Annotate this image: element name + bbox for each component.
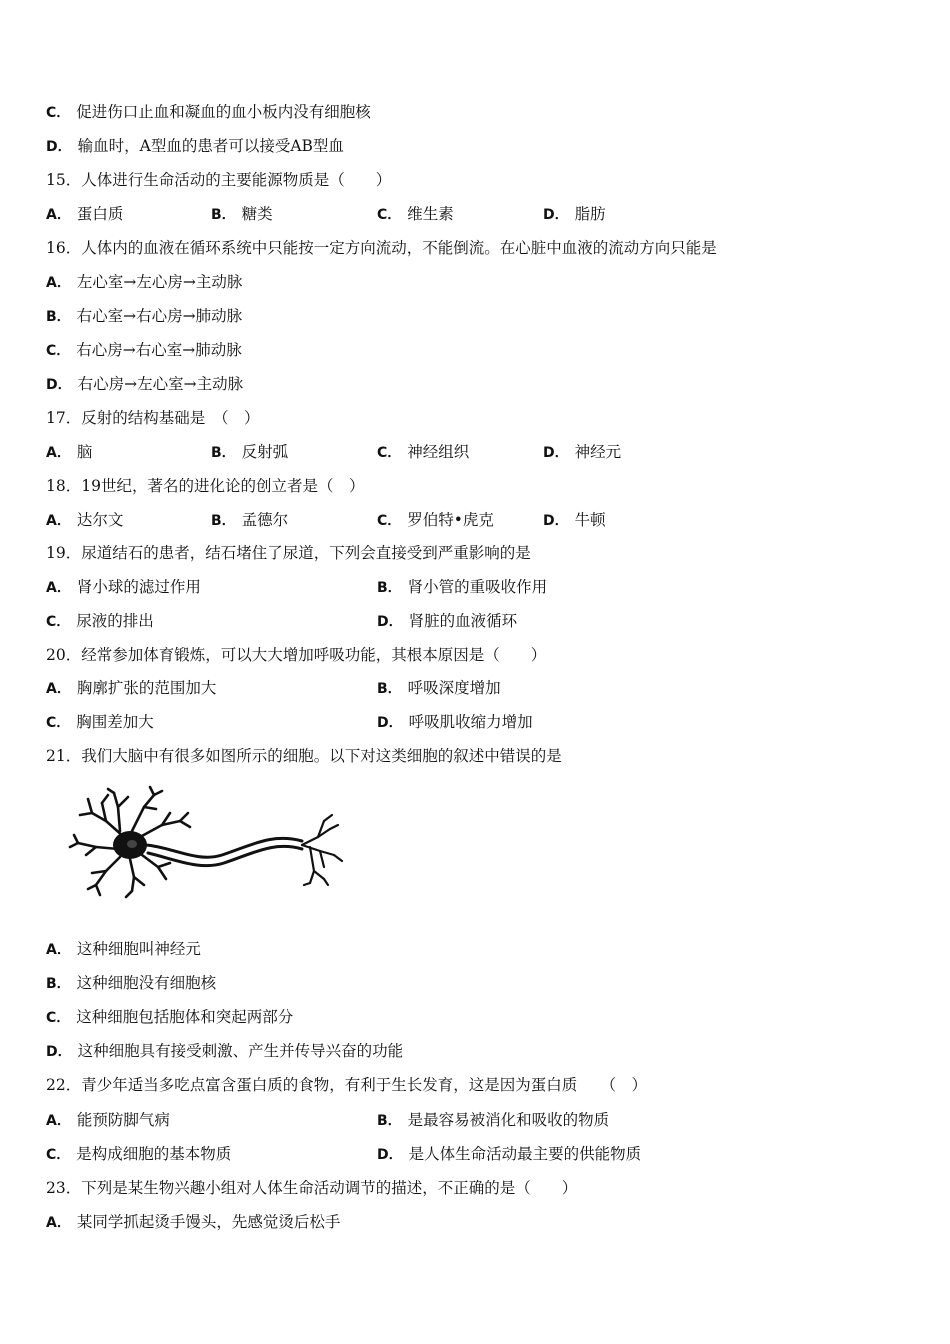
q21-option-a: A． 这种细胞叫神经元 <box>46 940 201 958</box>
q22-option-a: A． 能预防脚气病 <box>46 1111 170 1129</box>
q21-stem: 21．我们大脑中有很多如图所示的细胞。以下对这类细胞的叙述中错误的是 <box>46 747 562 765</box>
q20-option-a: A． 胸廓扩张的范围加大 <box>46 679 217 697</box>
q20-option-d: D． 呼吸肌收缩力增加 <box>377 713 533 731</box>
q19-option-b: B． 肾小管的重吸收作用 <box>377 578 548 596</box>
q18-option-b: B． 孟德尔 <box>211 511 289 529</box>
neuron-diagram-icon <box>62 785 347 900</box>
q16-option-d: D． 右心房→左心室→主动脉 <box>46 375 244 393</box>
q21-option-d: D． 这种细胞具有接受刺激、产生并传导兴奋的功能 <box>46 1042 404 1060</box>
q15-option-a: A． 蛋白质 <box>46 205 124 223</box>
q17-stem: 17．反射的结构基础是 （ ） <box>46 409 260 427</box>
q15-option-d: D． 脂肪 <box>543 205 606 223</box>
q23-stem: 23．下列是某生物兴趣小组对人体生命活动调节的描述，不正确的是（ ） <box>46 1179 578 1197</box>
q22-stem: 22．青少年适当多吃点富含蛋白质的食物，有利于生长发育，这是因为蛋白质 （ ） <box>46 1076 647 1094</box>
q19-option-d: D． 肾脏的血液循环 <box>377 612 518 630</box>
q16-stem: 16．人体内的血液在循环系统中只能按一定方向流动，不能倒流。在心脏中血液的流动方向只能是 <box>46 239 717 257</box>
q22-option-b: B． 是最容易被消化和吸收的物质 <box>377 1111 610 1129</box>
q15-stem: 15．人体进行生命活动的主要能源物质是（ ） <box>46 171 392 189</box>
q15-option-b: B． 糖类 <box>211 205 273 223</box>
q17-option-b: B． 反射弧 <box>211 443 289 461</box>
q18-option-a: A． 达尔文 <box>46 511 124 529</box>
q19-option-a: A． 肾小球的滤过作用 <box>46 578 201 596</box>
q20-option-c: C． 胸围差加大 <box>46 713 154 731</box>
q20-stem: 20．经常参加体育锻炼，可以大大增加呼吸功能，其根本原因是（ ） <box>46 646 547 664</box>
q17-option-a: A． 脑 <box>46 443 93 461</box>
q17-option-d: D． 神经元 <box>543 443 622 461</box>
q16-option-c: C． 右心房→右心室→肺动脉 <box>46 341 242 359</box>
q21-option-c: C． 这种细胞包括胞体和突起两部分 <box>46 1008 294 1026</box>
q23-option-a: A． 某同学抓起烫手馒头，先感觉烫后松手 <box>46 1213 341 1231</box>
q20-option-b: B． 呼吸深度增加 <box>377 679 501 697</box>
q17-option-c: C． 神经组织 <box>377 443 470 461</box>
q19-option-c: C． 尿液的排出 <box>46 612 154 630</box>
q19-stem: 19．尿道结石的患者，结石堵住了尿道，下列会直接受到严重影响的是 <box>46 544 531 562</box>
q14-option-d: D． 输血时，A型血的患者可以接受AB型血 <box>46 137 344 155</box>
q22-option-c: C． 是构成细胞的基本物质 <box>46 1145 232 1163</box>
q15-option-c: C． 维生素 <box>377 205 454 223</box>
q14-option-c: C． 促进伤口止血和凝血的血小板内没有细胞核 <box>46 103 371 121</box>
q21-option-b: B． 这种细胞没有细胞核 <box>46 974 217 992</box>
neuron-drawing <box>62 785 347 900</box>
q16-option-b: B． 右心室→右心房→肺动脉 <box>46 307 243 325</box>
q22-option-d: D． 是人体生命活动最主要的供能物质 <box>377 1145 642 1163</box>
q18-option-c: C． 罗伯特•虎克 <box>377 511 494 529</box>
q18-option-d: D． 牛顿 <box>543 511 606 529</box>
q16-option-a: A． 左心室→左心房→主动脉 <box>46 273 243 291</box>
q18-stem: 18．19世纪，著名的进化论的创立者是（ ） <box>46 477 365 495</box>
